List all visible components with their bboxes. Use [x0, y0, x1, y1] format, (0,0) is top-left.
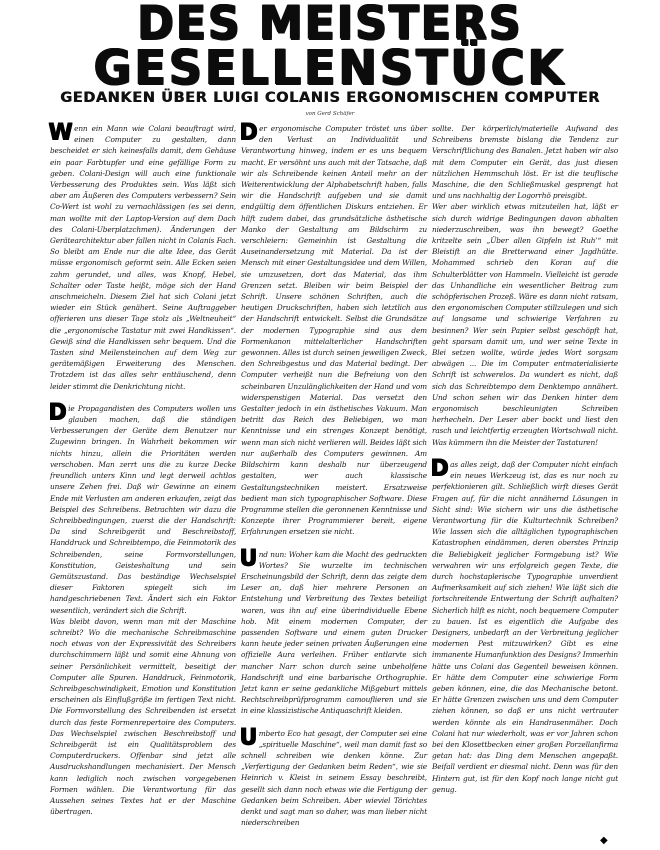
paragraph — [48, 399, 236, 616]
byline: von Gerd Schäfer — [305, 111, 355, 117]
paragraph — [239, 120, 427, 538]
headline-line-1: DES MEISTERS — [137, 0, 523, 51]
paragraph — [239, 545, 427, 717]
headline-line-2: GESELLENSTÜCK — [93, 38, 567, 96]
paragraph-text: as alles zeigt, daß der Computer nicht einfach ein neues Werkzeug ist, das es nur noch zu perfektionieren gilt. Schließlich wirft dieses Gerät Fragen auf, für die nicht annähernd Lösungen in Sicht sind: Wie sichern wir uns die ästhetische Verantwortung für die Kulturtechnik Schreiben? Wie lassen sich die alltäglichen typographischen Katastrophen eindämmen, deren oberstes Prinzip die Beliebigkeit jeglicher Formgebung ist? Wie verwahren wir uns erfolgreich gegen Texte, die durch hochstaplerische Typographie unverdient Aufmerksamkeit auf sich ziehen! Wie läßt sich die fortschreitende Entwertung der Schrift aufhalten? Sicherlich hilft es nicht, noch bequemere Computer zu bauen. Ist es eigentlich die Aufgabe des Designers, unbedarft an der Verbreitung jeglicher modernen Pest mitzuwirken? Gibt es eine immanente Humanfunktion des Designs? Immerhin hätte uns Colani das Gegenteil beweisen können. Er hätte dem Computer eine schwierige Form geben können, eine, die das Mechanische betont. Er hätte Grenzen zwischen uns und dem Computer ziehen können, so daß er uns nicht vertrauter werden könnte als ein Handrasenmäher. Doch Colani hat nur wiederholt, was er vor Jahren schon bei den Klosettbecken einer großen Porzellanfirma getan hat: das Ding dem Menschen angepaßt. Beifall verdient er diesmal nicht. Denn was für den Hintern gut, ist für den Kopf noch lange nicht gut genug. — [432, 459, 618, 794]
paragraph-text: Was bleibt davon, wenn man mit der Maschine schreibt? Wo die mechanische Schreibmaschine noch etwas von der Expressivität des Schreibers durchschimmern läßt und somit eine Ahnung von seiner Persönlichkeit vermittelt, beseitigt der Computer alle Spuren. Handdruck, Feinmotorik, Schreibgeschwindigkeit, Emotion und Konstitution erscheinen als Einflußgröße im fertigen Text nicht. Die Formvorstellung des Schreibenden ist ersetzt durch das feste Formenrepertoire des Computers. Das Wechselspiel zwischen Beschreibstoff und Schreibgerät ist ein Qualitätsproblem des Computerdruckers. Offenbar sind jetzt alle Ausdruckshandlungen mechanisiert. Der Mensch kann lediglich noch zwischen vorgegebenen Formen wählen. Die Verantwortung für das Aussehen seines Textes hat er der Maschine übertragen. — [50, 616, 236, 817]
end-diamond-icon: ◆ — [600, 835, 608, 846]
drop-cap: W — [48, 120, 73, 145]
drop-cap: D — [48, 399, 67, 425]
drop-cap: U — [239, 545, 257, 571]
paragraph-text: enn ein Mann wie Colani beauftragt wird, einen Computer zu gestalten, dann bescheidet er sich keinesfalls damit, dem Gehäuse ein paar Farbtupfer und eine gefällige Form zu geben. Colani-Design will auch eine funktionale Verbesserung des Produktes sein. Was läßt sich aber am Äußeren des Computers verbessern? Sein Co-Wert ist wohl zu vernachlässigen (es sei denn, man wollte mit der Laptop-Version auf dem Dach des Colani-Uberplatzchmen). Änderungen der Gerätearchitektur aber fallen nicht in Colanis Fach. So bleibt am Ende nur die alte Idee, das Gerät müsse ergonomisch geformt sein. Alle Ecken seien zahm gerundet, und alles, was Knopf, Hebel, Schalter oder Taste heißt, möge sich der Hand anschmeicheln. Diesem Ziel hat sich Colani jetzt wieder ein Stück genähert. Seine Auftraggeber offerieren uns dieser Tage stolz als „Weltneuheit“ die „ergonomische Tastatur mit zwei Handkissen“. Gewiß sind die Handkissen sehr bequem. Und die Tasten sind Meilensteinchen auf dem Weg zur gerätemäßigen Erweiterung des Menschen. Trotzdem ist das alles sehr enttäuschend, denn leider stimmt die Denkrichtung nicht. — [50, 124, 236, 391]
paragraph — [48, 120, 236, 392]
text-column-1 — [48, 120, 236, 817]
drop-cap: D — [430, 455, 449, 481]
paragraph-text: Wer aber wirklich etwas mitzuteilen hat, läßt er sich durch widrige Bedingungen davon abhalten niederzuschreiben, was ihn bewegt? Goethe kritzelte sein „Über allen Gipfeln ist Ruh’“ mit Bleistift an die Bretterwand einer Jagdhütte. Mohammed schrieb den Koran auf die Schulterblätter von Hammeln. Vielleicht ist gerade das Unhandliche ein wesentlicher Beitrag zum schöpferischen Prozeß. Wäre es dann nicht ratsam, den ergonomischen Computer stillzulegen und sich auf langsame und schwierige Verfahren zu besinnen? Wer sein Papier selbst geschöpft hat, geht sparsam damit um, und wer seine Texte in Blei setzen wollte, würde jedes Wort sorgsam abwägen ... Die im Computer entmaterialisierte Schrift ist schwerelos. Da wundert es nicht, daß sich das Schreibtempo dem Denktempo annähert. Und schon sehen wir das Denken hinter dem ergonomisch beschleunigten Schreiben herhecheln. Der Leser aber bockt und liest den rasch und leichtfertig erzeugten Wortschwall nicht. Was kümmern ihn die Meister der Tastaturen! — [432, 202, 618, 447]
paragraph — [430, 455, 618, 795]
paragraph — [432, 201, 618, 447]
text-column-3 — [432, 123, 618, 795]
drop-cap: D — [239, 120, 258, 145]
paragraph-text: nd nun: Woher kam die Macht des gedruckten Wortes? Sie wurzelte im technischen Erscheinungsbild der Schrift, denn das zeigte dem Leser an, daß hier mehrere Personen an Entstehung und Verbreitung des Textes beteiligt waren, was ihn auf eine überindividuelle Ebene hob. Mit einem modernen Computer, der passenden Software und einem guten Drucker kann heute jeder seinen privaten Äußerungen eine offizielle Aura verleihen. Früher entlarvte sich mancher Narr schon durch seine unbeholfene Handschrift und eine barbarische Orthographie. Jetzt kann er seine gedankliche Mißgeburt mittels Rechtschreibprüfprogramm camouflieren und sie in eine klassizistische Antiquaschrift kleiden. — [241, 549, 427, 716]
text-column-2 — [239, 120, 427, 828]
paragraph — [239, 724, 427, 829]
paragraph — [50, 616, 236, 818]
subheadline: GEDANKEN ÜBER LUIGI COLANIS ERGONOMISCHEN COMPUTER — [60, 90, 600, 106]
paragraph-text: mberto Eco hat gesagt, der Computer sei eine „spirituelle Maschine“, weil man damit fast so schnell schreiben wie denken könne. Zur „Verfertigung der Gedanken beim Reden“, wie sie Heinrich v. Kleist in seinem Essay beschreibt, gesellt sich dann noch etwas wie die Fertigung der Gedanken beim Schreiben. Aber wieviel Törichtes denkt und sagt man so daher, was man lieber nicht niederschreiben — [241, 728, 427, 828]
paragraph — [432, 123, 618, 201]
paragraph-text: ie Propagandisten des Computers wollen uns glauben machen, daß die ständigen Verbesserungen der Geräte dem Benutzer nur Zugewinn bringen. In Wahrheit bekommen wir nichts hinzu, allein die Prioritäten werden verschoben. Man zerrt uns die zu kurze Decke freundlich unters Kinn und legt derweil achtlos unsere Zehen frei. Daß wir Gewinne an einem Ende mit Verlusten am anderen erkaufen, zeigt das Beispiel des Schreibens. Betrachten wir dazu die Schreibbedingungen, zuerst die der Handschrift: Da sind Schreibgerät und Beschreibstoff, Handdruck und Schreibtempo, die Feinmotorik des Schreibenden, seine Formvorstellungen, Konstitution, Geisteshaltung und sein Gemütszustand. Das beständige Wechselspiel dieser Faktoren spiegelt sich im handgeschriebenen Text. Ändert sich ein Faktor wesentlich, verändert sich die Schrift. — [50, 403, 236, 615]
drop-cap: U — [239, 724, 257, 750]
paragraph-text: er ergonomische Computer tröstet uns über den Verlust an Individualität und Verantwortung hinweg, indem er es uns bequem macht. Er versöhnt uns auch mit der Tatsache, daß wir als Schreibende keinen Anteil mehr an der Weiterentwicklung der Alphabetschrift haben, falls wir die Handschrift aufgeben und sie damit endgültig dem öffentlichen Diskurs entziehen. Er hilft zudem dabei, das grundsätzliche ästhetische Manko der Gestaltung am Bildschirm zu verschleiern: Gemeinhin ist Gestaltung die Auseinandersetzung mit Material. Da ist der Mensch mit einer Gestaltungsidee und dem Willen, sie umzusetzen, dort das Material, das ihm Grenzen setzt. Bleiben wir beim Beispiel der Schrift. Unsere schönen Schriften, auch die heutigen Druckschriften, haben sich letztlich aus der Handschrift entwickelt. Selbst die Grundsätze der modernen Typographie sind aus dem Formenkanon mittelalterlicher Handschriften gewonnen. Alles ist durch seinen jeweiligen Zweck, den Schreibgestus und das Material bedingt. Der Computer verheißt nun die Befreiung von den scheinbaren Unzulänglichkeiten der Hand und vom widerspenstigen Material. Das versetzt den Gestalter jedoch in ein ästhetisches Vakuum. Man betritt das Reich des Beliebigen, wo man Kenntnisse und ein strenges Konzept benötigt, wenn man sich nicht verlieren will. Beides läßt sich nur außerhalb des Computers gewinnen. Am Bildschirm kann deshalb nur überzeugend gestalten, wer auch klassische Gestaltungstechniken meistert. Ersatzweise bedient man sich typographischer Software. Diese Programme stellen die geronnenen Kenntnisse und Konzepte ihrer Programmierer bereit, eigene Erfahrungen ersetzen sie nicht. — [241, 124, 427, 537]
paragraph-text: sollte. Der körperlich/materielle Aufwand des Schreibens bremste bislang die Tendenz zur Verschriftlichung des Banalen. Jetzt haben wir also mit dem Computer ein Gerät, das just diesen nützlichen Hemmschuh löst. Er ist die teuflische Maschine, die den Schließmuskel gesprengt hat und uns nachhaltig der Logorrhö preisgibt. — [432, 124, 618, 201]
